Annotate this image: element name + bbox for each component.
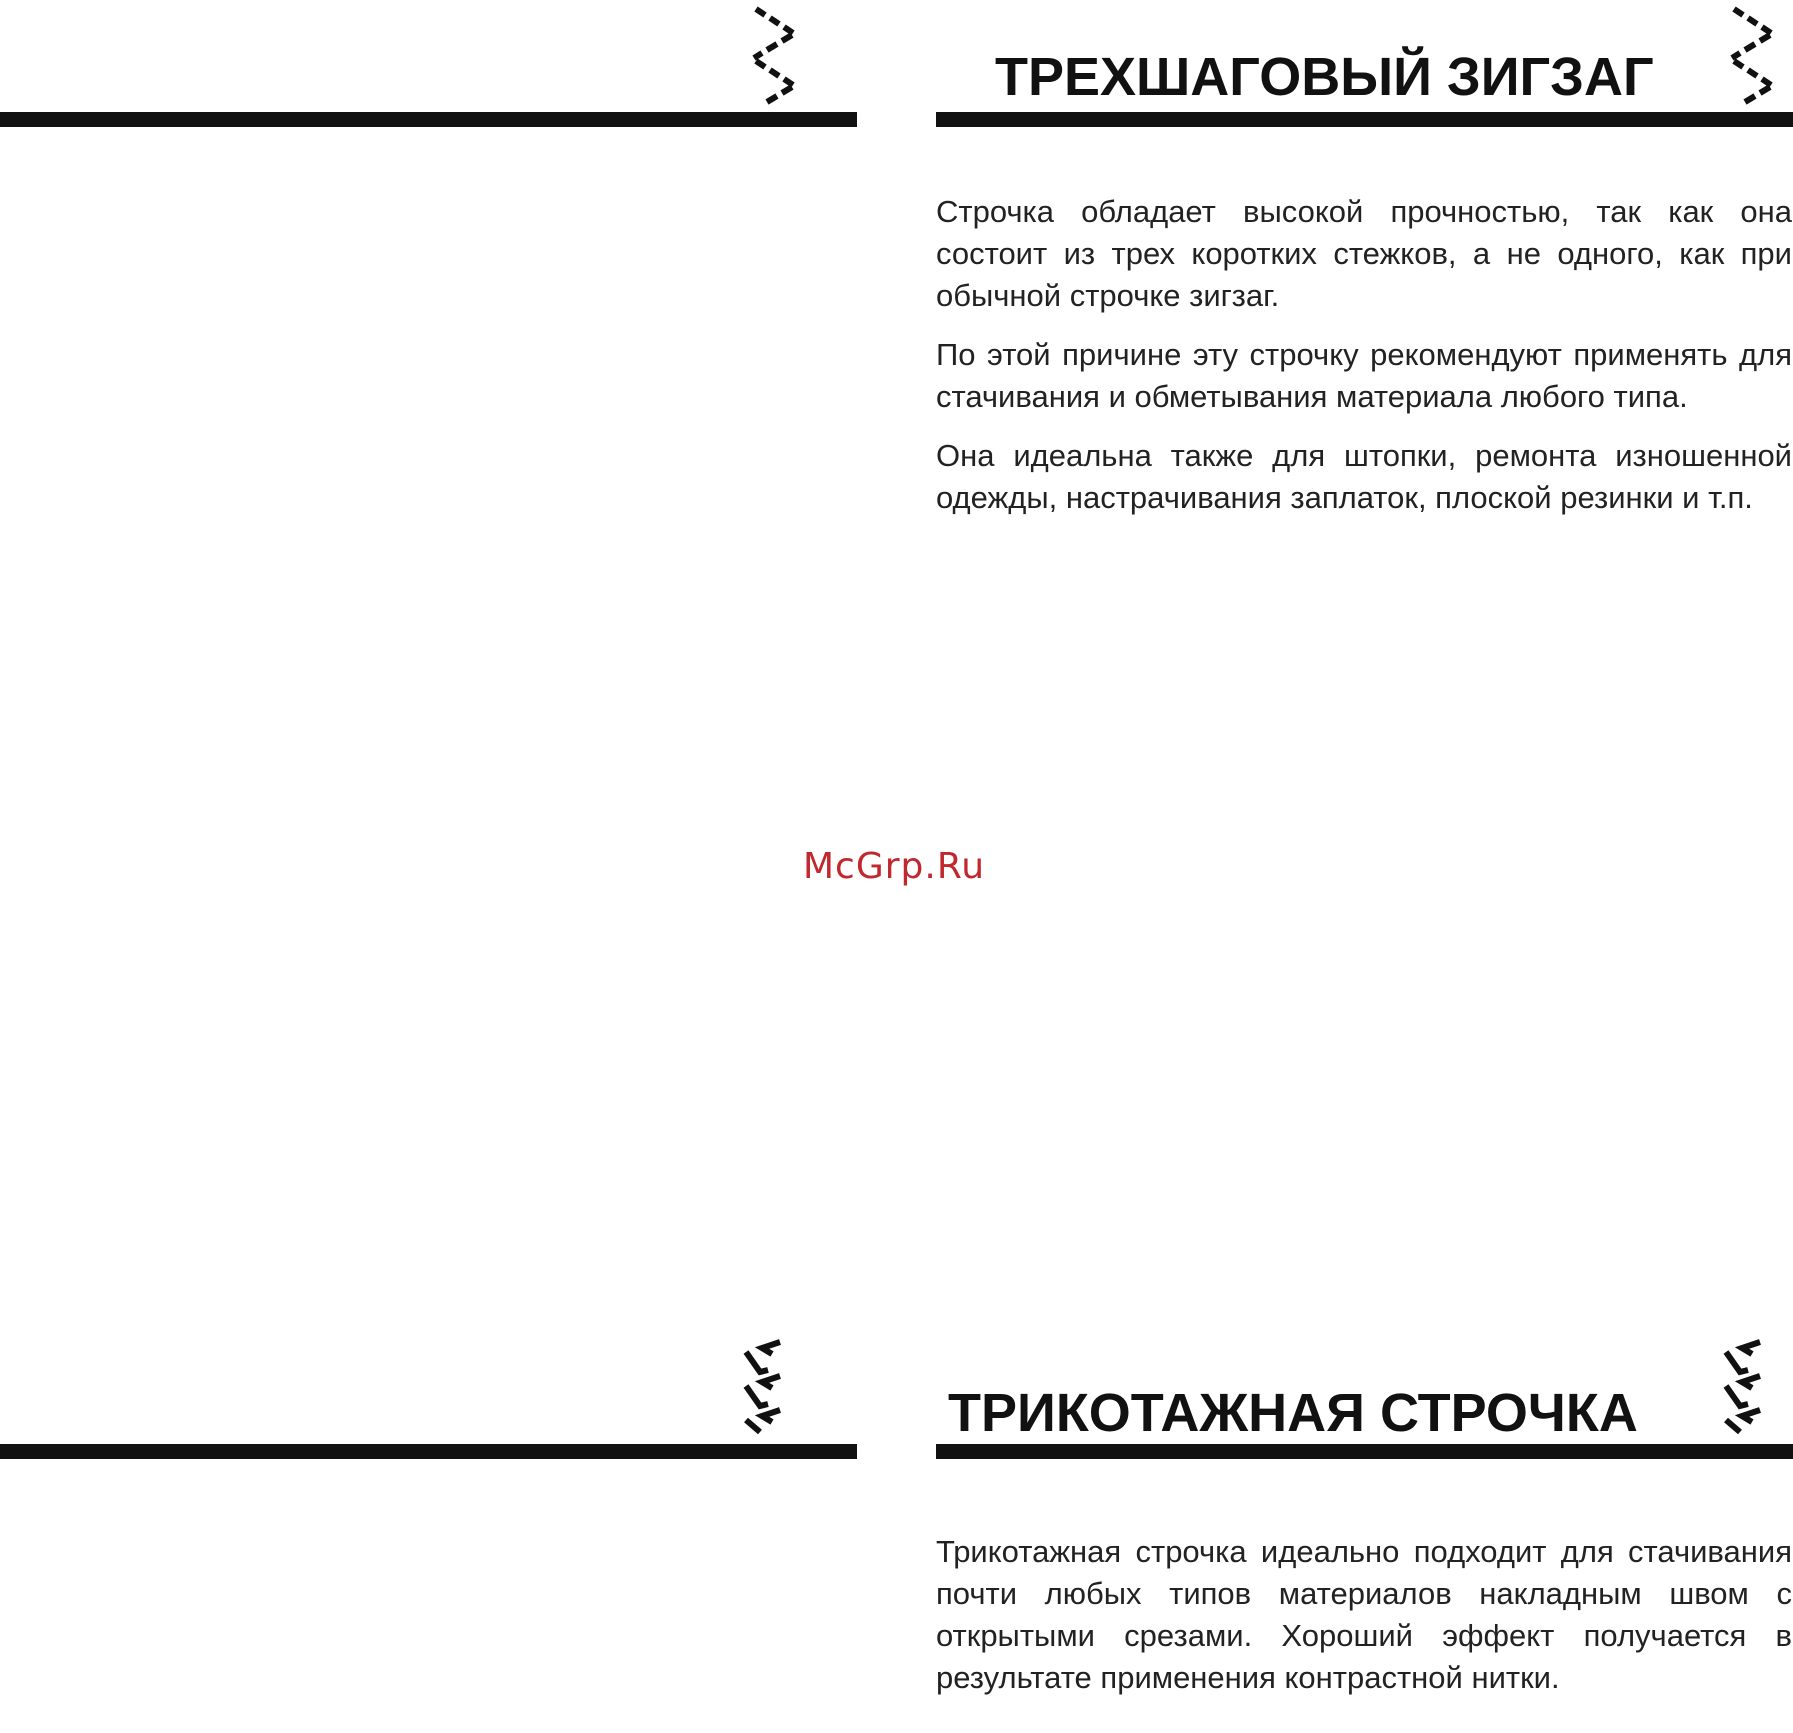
three-step-zigzag-icon xyxy=(748,5,808,105)
paragraph: По этой причине эту строчку рекомендуют применять для стачивания и обметывания материала любого типа. xyxy=(936,337,1792,414)
paragraph: Строчка обладает высокой прочностью, так как она состоит из трех коротких стежков, а не одного, как при обычной строчке зигзаг. xyxy=(936,194,1792,313)
header-rule-right-top xyxy=(936,112,1793,127)
watermark: McGrp.Ru xyxy=(803,846,986,887)
header-rule-left-bottom xyxy=(0,1444,857,1459)
three-step-zigzag-icon xyxy=(1726,5,1786,105)
paragraph: Трикотажная строчка идеально подходит для стачивания почти любых типов материалов накладным швом с открытыми срезами. Хороший эффект получается в результате применения контрастной нитки. xyxy=(936,1534,1792,1695)
header-rule-right-bottom xyxy=(936,1444,1793,1459)
knit-stitch-icon xyxy=(732,1336,792,1436)
paragraph: Она идеальна также для штопки, ремонта изношенной одежды, настрачивания заплаток, плоской резинки и т.п. xyxy=(936,438,1792,515)
header-rule-left-top xyxy=(0,112,857,127)
knit-stitch-icon xyxy=(1712,1336,1772,1436)
section-heading-knit-stitch: ТРИКОТАЖНАЯ СТРОЧКА xyxy=(948,1383,1638,1443)
section-heading-three-step-zigzag: ТРЕХШАГОВЫЙ ЗИГЗАГ xyxy=(995,47,1654,107)
